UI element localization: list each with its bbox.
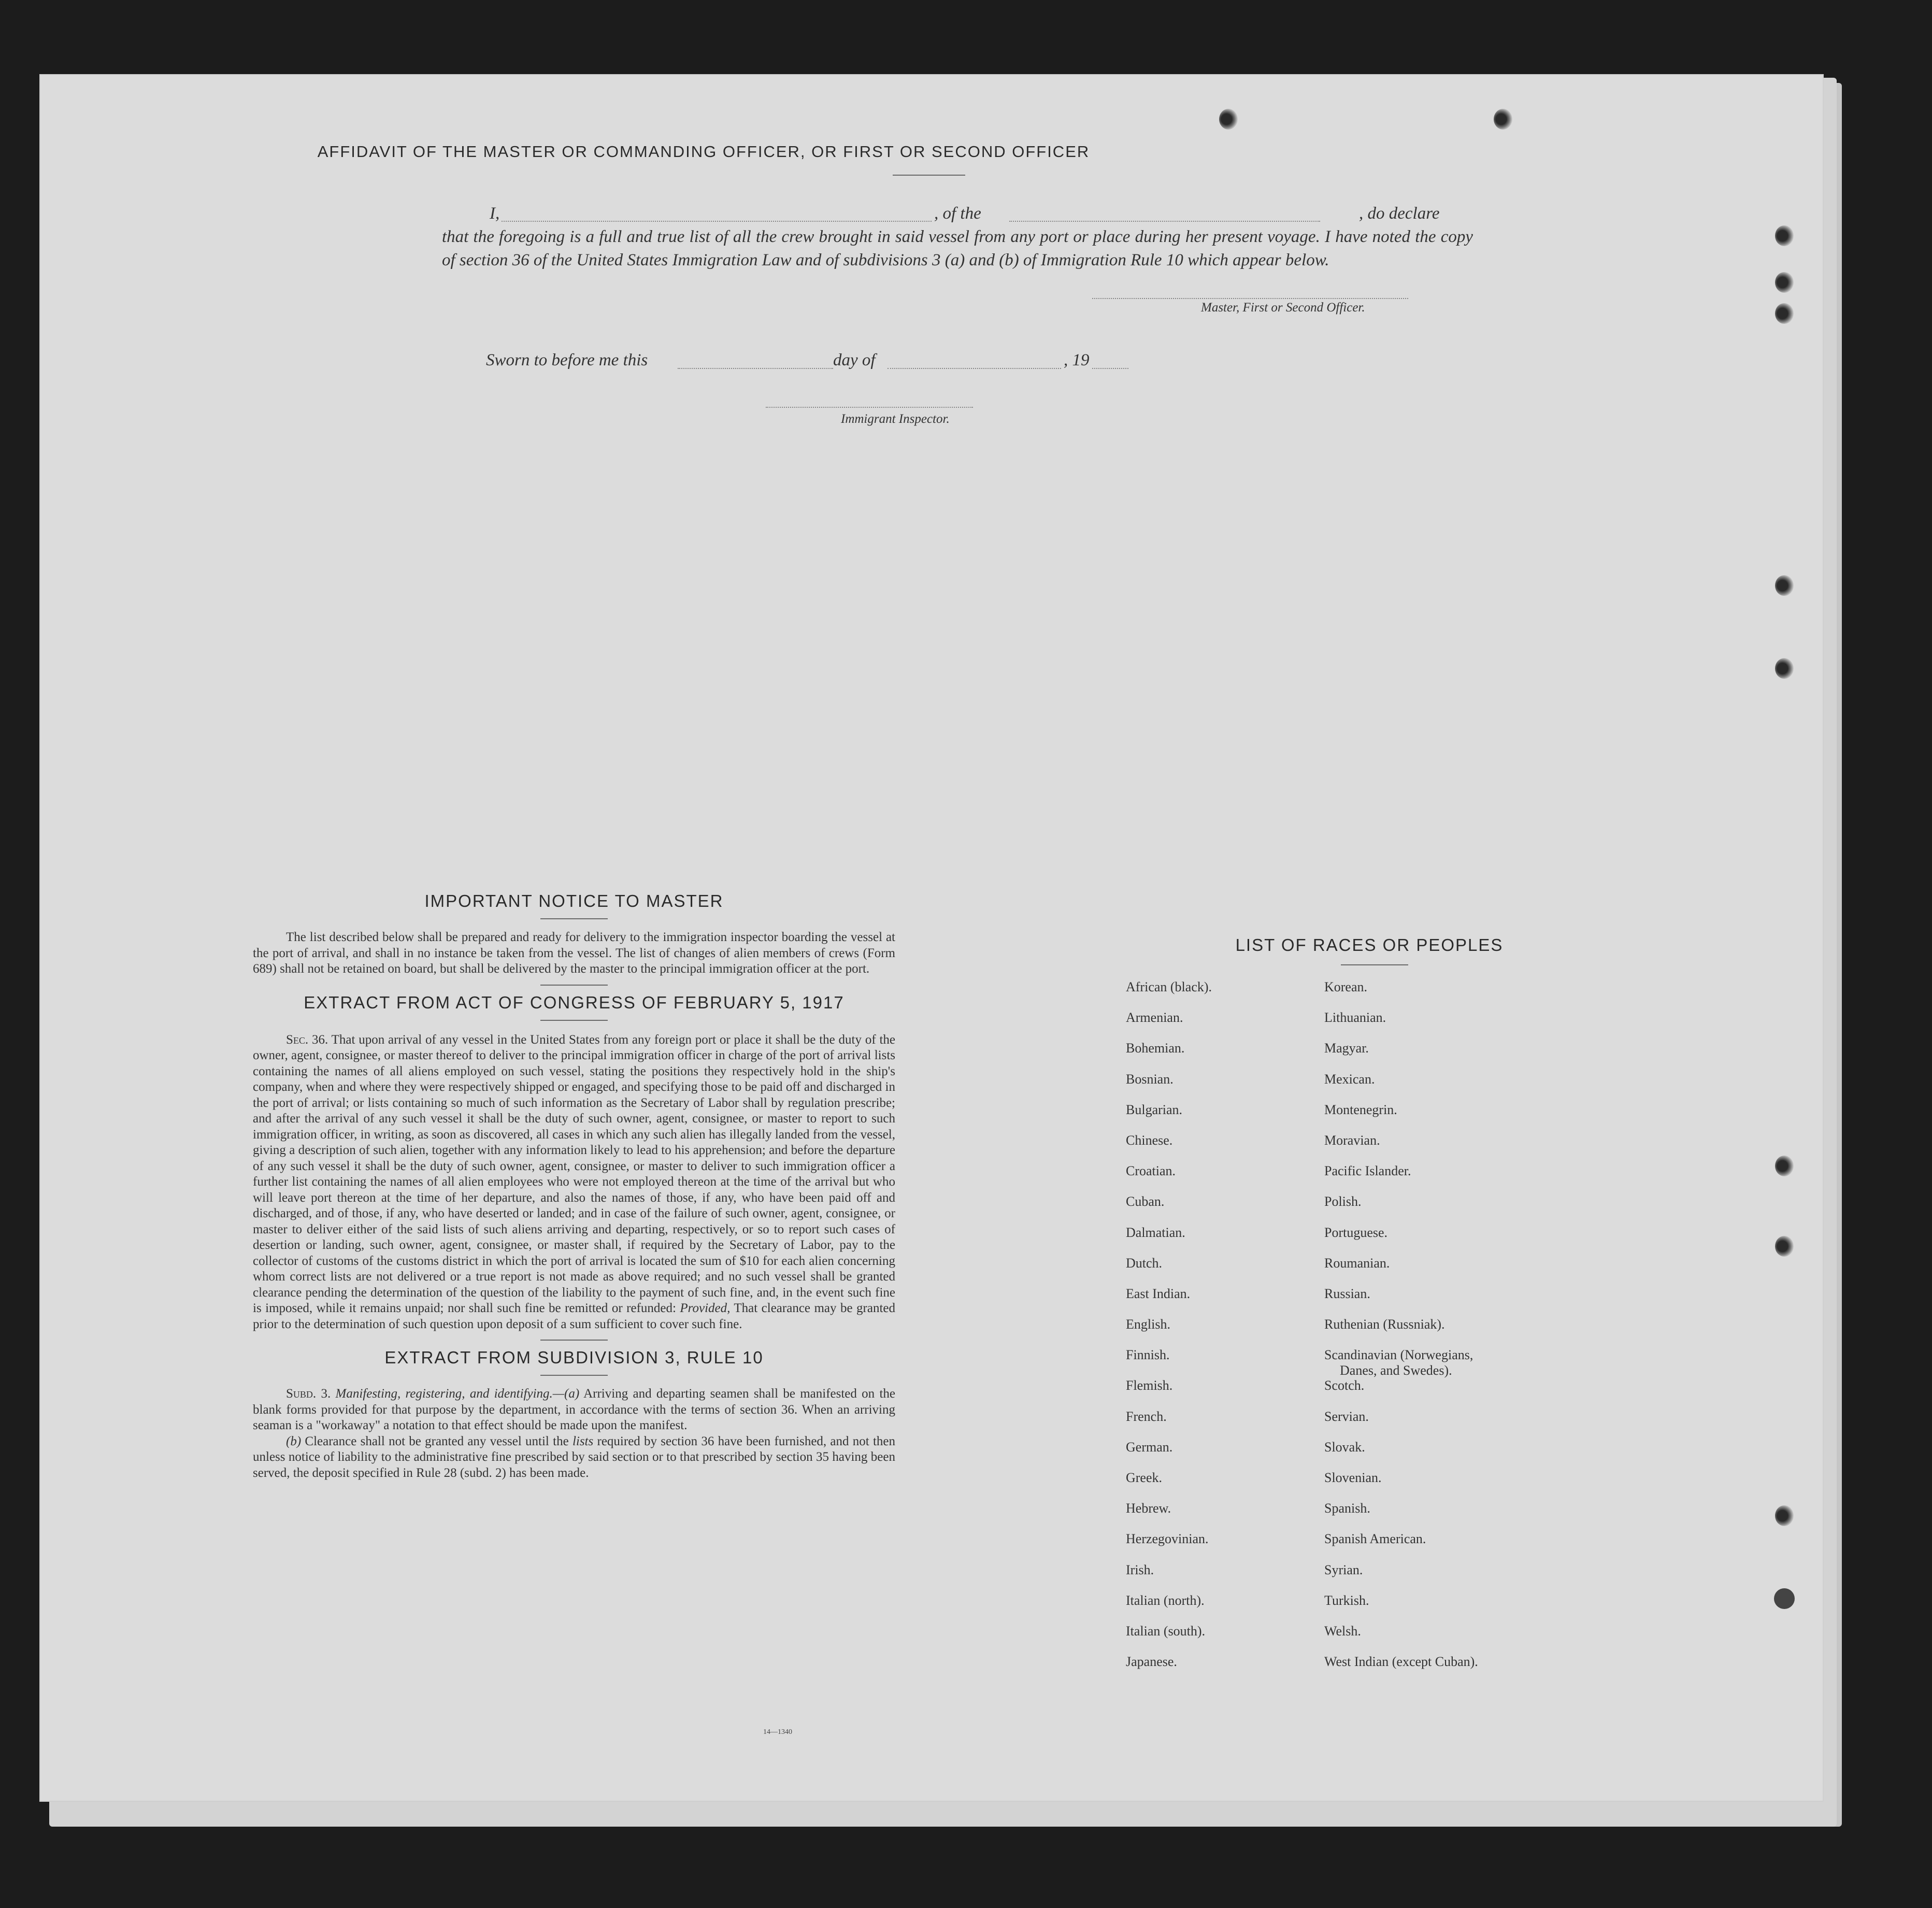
punch-hole-icon	[1774, 1588, 1795, 1609]
section-rule	[540, 1020, 608, 1021]
section-rule	[540, 1375, 608, 1376]
provided-label: Provided,	[680, 1301, 731, 1315]
sworn-day-of: day of	[833, 351, 876, 369]
punch-hole-icon	[1775, 225, 1794, 246]
affidavit-line-one	[442, 202, 1473, 225]
inspector-label: Immigrant Inspector.	[841, 412, 950, 426]
affidavit-body	[442, 202, 1473, 272]
race-item: Slovak.	[1324, 1439, 1365, 1455]
race-item: Spanish.	[1324, 1501, 1370, 1516]
subd-label: Subd.	[286, 1387, 317, 1401]
subd-b-text-2: required by section 36 have been furnished, and not then unless notice of liability to the administrative fine prescribed by said section or to that prescribed by section 35 having been served, the deposit specified in Rule 28 (subd. 2) has been made.	[253, 1434, 896, 1480]
race-item: Dutch.	[1126, 1255, 1163, 1271]
race-item: Servian.	[1324, 1408, 1369, 1424]
act-title: EXTRACT FROM ACT OF CONGRESS OF FEBRUARY 5, 1917	[304, 992, 845, 1012]
affidavit-title: AFFIDAVIT OF THE MASTER OR COMMANDING OFFICER, OR FIRST OR SECOND OFFICER	[317, 143, 1090, 161]
race-item: Greek.	[1126, 1470, 1163, 1485]
races-title: LIST OF RACES OR PEOPLES	[1235, 935, 1504, 955]
race-item: Hebrew.	[1126, 1501, 1171, 1516]
sworn-prefix: Sworn to before me this	[486, 351, 648, 369]
sworn-month-blank[interactable]	[888, 368, 1061, 369]
race-item: Scandinavian (Norwegians,	[1324, 1347, 1473, 1363]
title-rule	[893, 175, 965, 176]
section-rule	[540, 1340, 608, 1341]
signature-blank[interactable]	[1092, 298, 1408, 299]
section-rule	[540, 918, 608, 919]
act-body-end: That clearance may be granted prior to the determination of such question upon deposit of a sum sufficient to cover such fine.	[253, 1301, 895, 1331]
subd-b-text-1: Clearance shall not be granted any vessel until the	[305, 1434, 569, 1448]
race-item: Russian.	[1324, 1286, 1370, 1301]
section-rule	[540, 985, 608, 986]
race-item: Italian (south).	[1126, 1623, 1206, 1639]
race-item: Lithuanian.	[1324, 1010, 1386, 1026]
race-item: Italian (north).	[1126, 1592, 1205, 1608]
race-item: Irish.	[1126, 1562, 1154, 1577]
race-item: Slovenian.	[1324, 1470, 1382, 1485]
race-item: German.	[1126, 1439, 1173, 1455]
race-item: Mexican.	[1324, 1071, 1375, 1087]
race-item: Croatian.	[1126, 1163, 1176, 1179]
affidavit-i: I,	[490, 204, 500, 223]
race-item: Montenegrin.	[1324, 1102, 1397, 1117]
race-item: Flemish.	[1126, 1378, 1173, 1393]
race-item: Cuban.	[1126, 1194, 1165, 1209]
sec-label: Sec.	[286, 1032, 309, 1047]
subd-num: 3.	[321, 1387, 331, 1401]
notice-column	[253, 891, 895, 1481]
sworn-year-blank[interactable]	[1092, 368, 1128, 369]
name-blank[interactable]	[502, 221, 932, 222]
act-text	[253, 1032, 895, 1333]
races-right-column	[1324, 979, 1478, 1685]
subd-a-text: Arriving and departing seamen shall be manifested on the blank forms provided for that purpose by the department, in accordance with the terms of section 36. When an arriving seaman is a "workaway" a notation to that effect should be made upon the manifest.	[253, 1387, 896, 1432]
race-item: Syrian.	[1324, 1562, 1363, 1577]
race-item: Dalmatian.	[1126, 1224, 1185, 1240]
race-item: English.	[1126, 1317, 1170, 1332]
race-item: Moravian.	[1324, 1132, 1380, 1148]
punch-hole-icon	[1775, 1236, 1794, 1257]
race-item: Roumanian.	[1324, 1255, 1390, 1271]
race-item: Japanese.	[1126, 1654, 1177, 1670]
punch-hole-icon	[1775, 303, 1794, 324]
subd-a-label: (a)	[564, 1387, 580, 1401]
race-item: Bohemian.	[1126, 1041, 1185, 1056]
races-rule	[1341, 964, 1408, 965]
race-item-continuation: Danes, and Swedes).	[1340, 1363, 1452, 1378]
affidavit-do-declare: , do declare	[1359, 204, 1440, 223]
race-item: Portuguese.	[1324, 1224, 1388, 1240]
subd-heading: Manifesting, registering, and identifying.—	[335, 1387, 565, 1401]
race-item: French.	[1126, 1408, 1167, 1424]
signature-label: Master, First or Second Officer.	[1201, 301, 1365, 315]
sworn-year: , 19	[1064, 351, 1090, 369]
race-item: Korean.	[1324, 979, 1368, 994]
punch-hole-icon	[1494, 109, 1512, 130]
form-number: 14—1340	[763, 1728, 792, 1736]
rule-title: EXTRACT FROM SUBDIVISION 3, RULE 10	[384, 1348, 764, 1367]
race-item: Welsh.	[1324, 1623, 1361, 1639]
race-item: Ruthenian (Russniak).	[1324, 1317, 1445, 1332]
race-item: Bulgarian.	[1126, 1102, 1183, 1117]
race-item: Pacific Islander.	[1324, 1163, 1411, 1179]
race-item: Spanish American.	[1324, 1531, 1426, 1547]
race-item: Scotch.	[1324, 1378, 1365, 1393]
race-item: Finnish.	[1126, 1347, 1170, 1363]
race-item: West Indian (except Cuban).	[1324, 1654, 1478, 1670]
notice-text: The list described below shall be prepared and ready for delivery to the immigration inspector boarding the vessel at the port of arrival, and shall in no instance be taken from the vessel. The list of changes of alien members of crews (Form 689) shall not be retained on board, but shall be delivered by the master to the principal immigration officer at the port.	[253, 930, 895, 976]
race-item: Herzegovinian.	[1126, 1531, 1209, 1547]
punch-hole-icon	[1775, 1156, 1794, 1176]
punch-hole-icon	[1775, 658, 1794, 679]
punch-hole-icon	[1775, 575, 1794, 596]
affidavit-of-the: , of the	[934, 204, 981, 223]
punch-hole-icon	[1775, 1505, 1794, 1526]
race-item: Armenian.	[1126, 1010, 1183, 1026]
race-item: African (black).	[1126, 979, 1212, 994]
race-item: Turkish.	[1324, 1592, 1369, 1608]
manifest-page	[40, 75, 1823, 1801]
rule-subd-b	[253, 1434, 895, 1482]
subd-b-label: (b)	[286, 1434, 302, 1448]
rule-subd-a	[253, 1386, 895, 1434]
race-item: Chinese.	[1126, 1132, 1173, 1148]
sworn-day-blank[interactable]	[678, 368, 833, 369]
punch-hole-icon	[1775, 272, 1794, 293]
affidavit-statement: that the foregoing is a full and true list of all the crew brought in said vessel from any port or place during her present voyage. I have noted the copy of section 36 of the United States Immigration Law and of subdivisions 3 (a) and (b) of Immigration Rule 10 which appear below.	[442, 227, 1473, 269]
subd-b-lists: lists	[572, 1434, 594, 1448]
races-left-column	[1126, 979, 1212, 1685]
act-body: 36. That upon arrival of any vessel in the United States from any foreign port or place it shall be the duty of the owner, agent, consignee, or master thereof to deliver to the principal immigration officer in charge of the port of arrival lists containing the names of all aliens employed on such vessel, stating the positions they respectively hold in the ship's company, when and where they were respectively shipped or engaged, and specifying those to be paid off and discharged in the port of arrival; or lists containing so much of such information as the Secretary of Labor shall by regulation prescribe; and after the arrival of any such vessel it shall be the duty of such owner, agent, consignee, or master to report to such immigration officer, in writing, as soon as discovered, all cases in which any such alien has illegally landed from the vessel, giving a description of such alien, together with any information likely to lead to his apprehension; and before the departure of any such vessel it shall be the duty of such owner, agent, consignee, or master to deliver to such immigration officer a further list containing the names of all alien employees who were not employed thereon at the time of the arrival but who will leave port thereon at the time of her departure, and also the names of those, if any, who have been paid off and discharged, and of those, if any, who have deserted or landed; and in case of the failure of such owner, agent, consignee, or master to deliver either of the said lists of such aliens arriving and departing, respectively, or so to report such cases of desertion or landing, such owner, agent, consignee, or master shall, if required by the Secretary of Labor, pay to the collector of customs of the customs district in which the port of arrival is located the sum of $10 for each alien concerning whom correct lists are not delivered or a true report is not made as above required; and no such vessel shall be granted clearance pending the determination of the question of the liability to the payment of such fine, and, in the event such fine is imposed, while it remains unpaid; nor shall such fine be remitted or refunded:	[253, 1032, 895, 1315]
race-item: East Indian.	[1126, 1286, 1191, 1301]
inspector-signature-blank[interactable]	[766, 407, 973, 408]
race-item: Bosnian.	[1126, 1071, 1173, 1087]
notice-title: IMPORTANT NOTICE TO MASTER	[424, 891, 724, 910]
vessel-blank[interactable]	[1009, 221, 1320, 222]
punch-hole-icon	[1219, 109, 1238, 130]
race-item: Magyar.	[1324, 1041, 1369, 1056]
race-item: Polish.	[1324, 1194, 1362, 1209]
